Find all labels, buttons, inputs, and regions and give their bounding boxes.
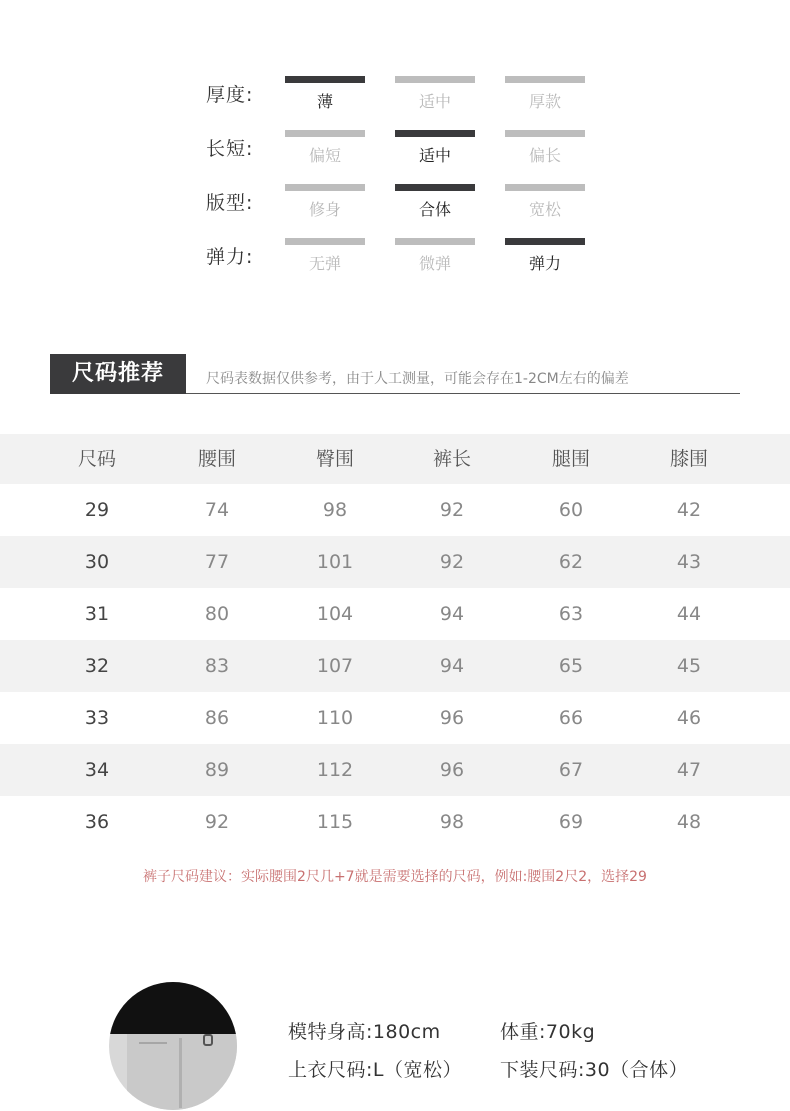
- size-cell: 29: [84, 499, 110, 521]
- table-header-cell: 尺码: [77, 448, 116, 470]
- measurement-cell: 42: [676, 499, 702, 521]
- attribute-option-label: 宽松: [528, 200, 561, 219]
- measurement-cell: 98: [322, 499, 348, 521]
- measurement-cell: 89: [204, 759, 230, 781]
- measurement-cell: 67: [558, 759, 584, 781]
- attribute-option-label: 修身: [308, 200, 341, 219]
- table-row: [0, 536, 790, 588]
- attribute-option-bar: [505, 76, 585, 83]
- attribute-option-label: 适中: [418, 146, 451, 165]
- attribute-option: [395, 238, 475, 274]
- section-note: 尺码表数据仅供参考，由于人工测量，可能会存在1-2CM左右的偏差: [206, 371, 629, 387]
- attribute-option: [285, 130, 365, 166]
- measurement-cell: 96: [439, 759, 465, 781]
- measurement-cell: 110: [316, 707, 354, 729]
- attribute-option: [505, 76, 585, 112]
- attribute-option-bar: [395, 238, 475, 245]
- model-photo: [109, 982, 237, 1110]
- measurement-cell: 63: [558, 603, 584, 625]
- size-cell: 34: [84, 759, 110, 781]
- attribute-option-label: 薄: [316, 92, 333, 111]
- table-row: [0, 588, 790, 640]
- size-cell: 32: [84, 655, 110, 677]
- size-cell: 30: [84, 551, 110, 573]
- table-header-cell: 腿围: [551, 448, 590, 470]
- attribute-label: 版型:: [206, 192, 254, 214]
- attribute-option: [285, 238, 365, 274]
- measurement-cell: 92: [439, 499, 465, 521]
- attribute-option-label: 合体: [418, 200, 451, 219]
- measurement-cell: 86: [204, 707, 230, 729]
- attribute-option: [505, 238, 585, 274]
- measurement-cell: 74: [204, 499, 230, 521]
- attribute-option: [505, 130, 585, 166]
- table-header-row: [0, 434, 790, 484]
- attribute-option-label: 无弹: [308, 254, 341, 273]
- measurement-cell: 69: [558, 811, 584, 833]
- model-bottom-size: 下装尺码:30（合体）: [500, 1059, 689, 1081]
- table-header-cell: 腰围: [197, 448, 236, 470]
- measurement-cell: 98: [439, 811, 465, 833]
- attribute-option-label: 偏短: [308, 146, 341, 165]
- measurement-cell: 115: [316, 811, 354, 833]
- measurement-cell: 77: [204, 551, 230, 573]
- attribute-option: [395, 184, 475, 220]
- attribute-option-label: 适中: [418, 92, 451, 111]
- measurement-cell: 94: [439, 603, 465, 625]
- table-row: [0, 484, 790, 536]
- attribute-option-bar: [505, 184, 585, 191]
- table-row: [0, 744, 790, 796]
- size-advice: 裤子尺码建议：实际腰围2尺几+7就是需要选择的尺码，例如:腰围2尺2，选择29: [143, 869, 647, 885]
- measurement-cell: 45: [676, 655, 702, 677]
- section-title: 尺码推荐: [50, 354, 186, 394]
- measurement-cell: 92: [204, 811, 230, 833]
- measurement-cell: 112: [316, 759, 354, 781]
- attribute-option-bar: [395, 130, 475, 137]
- attribute-option-bar: [395, 184, 475, 191]
- measurement-cell: 94: [439, 655, 465, 677]
- attribute-option: [285, 76, 365, 112]
- attribute-option: [395, 76, 475, 112]
- table-header-cell: 臀围: [315, 448, 354, 470]
- size-cell: 36: [84, 811, 110, 833]
- model-height: 模特身高:180cm: [288, 1021, 441, 1043]
- table-row: [0, 692, 790, 744]
- measurement-cell: 47: [676, 759, 702, 781]
- model-top-size: 上衣尺码:L（宽松）: [288, 1059, 462, 1081]
- attribute-row: [0, 80, 790, 134]
- table-row: [0, 796, 790, 848]
- attribute-option-bar: [285, 238, 365, 245]
- size-cell: 31: [84, 603, 110, 625]
- attribute-option-bar: [285, 76, 365, 83]
- measurement-cell: 60: [558, 499, 584, 521]
- measurement-cell: 46: [676, 707, 702, 729]
- attribute-option: [505, 184, 585, 220]
- measurement-cell: 62: [558, 551, 584, 573]
- attribute-row: [0, 134, 790, 188]
- attribute-label: 弹力:: [206, 246, 254, 268]
- measurement-cell: 96: [439, 707, 465, 729]
- table-header-cell: 裤长: [432, 448, 471, 470]
- measurement-cell: 92: [439, 551, 465, 573]
- attribute-row: [0, 188, 790, 242]
- measurement-cell: 104: [316, 603, 354, 625]
- attribute-label: 长短:: [206, 138, 254, 160]
- measurement-cell: 101: [316, 551, 354, 573]
- measurement-cell: 43: [676, 551, 702, 573]
- attribute-option-label: 厚款: [528, 92, 561, 111]
- measurement-cell: 48: [676, 811, 702, 833]
- attribute-row: [0, 242, 790, 296]
- size-cell: 33: [84, 707, 110, 729]
- size-recommendation-header: [50, 354, 740, 394]
- attribute-label: 厚度:: [206, 84, 254, 106]
- measurement-cell: 65: [558, 655, 584, 677]
- attribute-option: [285, 184, 365, 220]
- measurement-cell: 44: [676, 603, 702, 625]
- measurement-cell: 107: [316, 655, 354, 677]
- measurement-cell: 83: [204, 655, 230, 677]
- attribute-option-bar: [285, 184, 365, 191]
- attribute-option-bar: [505, 238, 585, 245]
- measurement-cell: 80: [204, 603, 230, 625]
- model-weight: 体重:70kg: [500, 1021, 596, 1043]
- table-header-cell: 膝围: [669, 448, 708, 470]
- size-table: [0, 434, 790, 848]
- attribute-option-bar: [505, 130, 585, 137]
- attribute-option-bar: [395, 76, 475, 83]
- attribute-option: [395, 130, 475, 166]
- measurement-cell: 66: [558, 707, 584, 729]
- table-row: [0, 640, 790, 692]
- attribute-option-bar: [285, 130, 365, 137]
- attribute-option-label: 弹力: [528, 254, 561, 273]
- attribute-option-label: 偏长: [528, 146, 561, 165]
- attribute-option-label: 微弹: [418, 254, 451, 273]
